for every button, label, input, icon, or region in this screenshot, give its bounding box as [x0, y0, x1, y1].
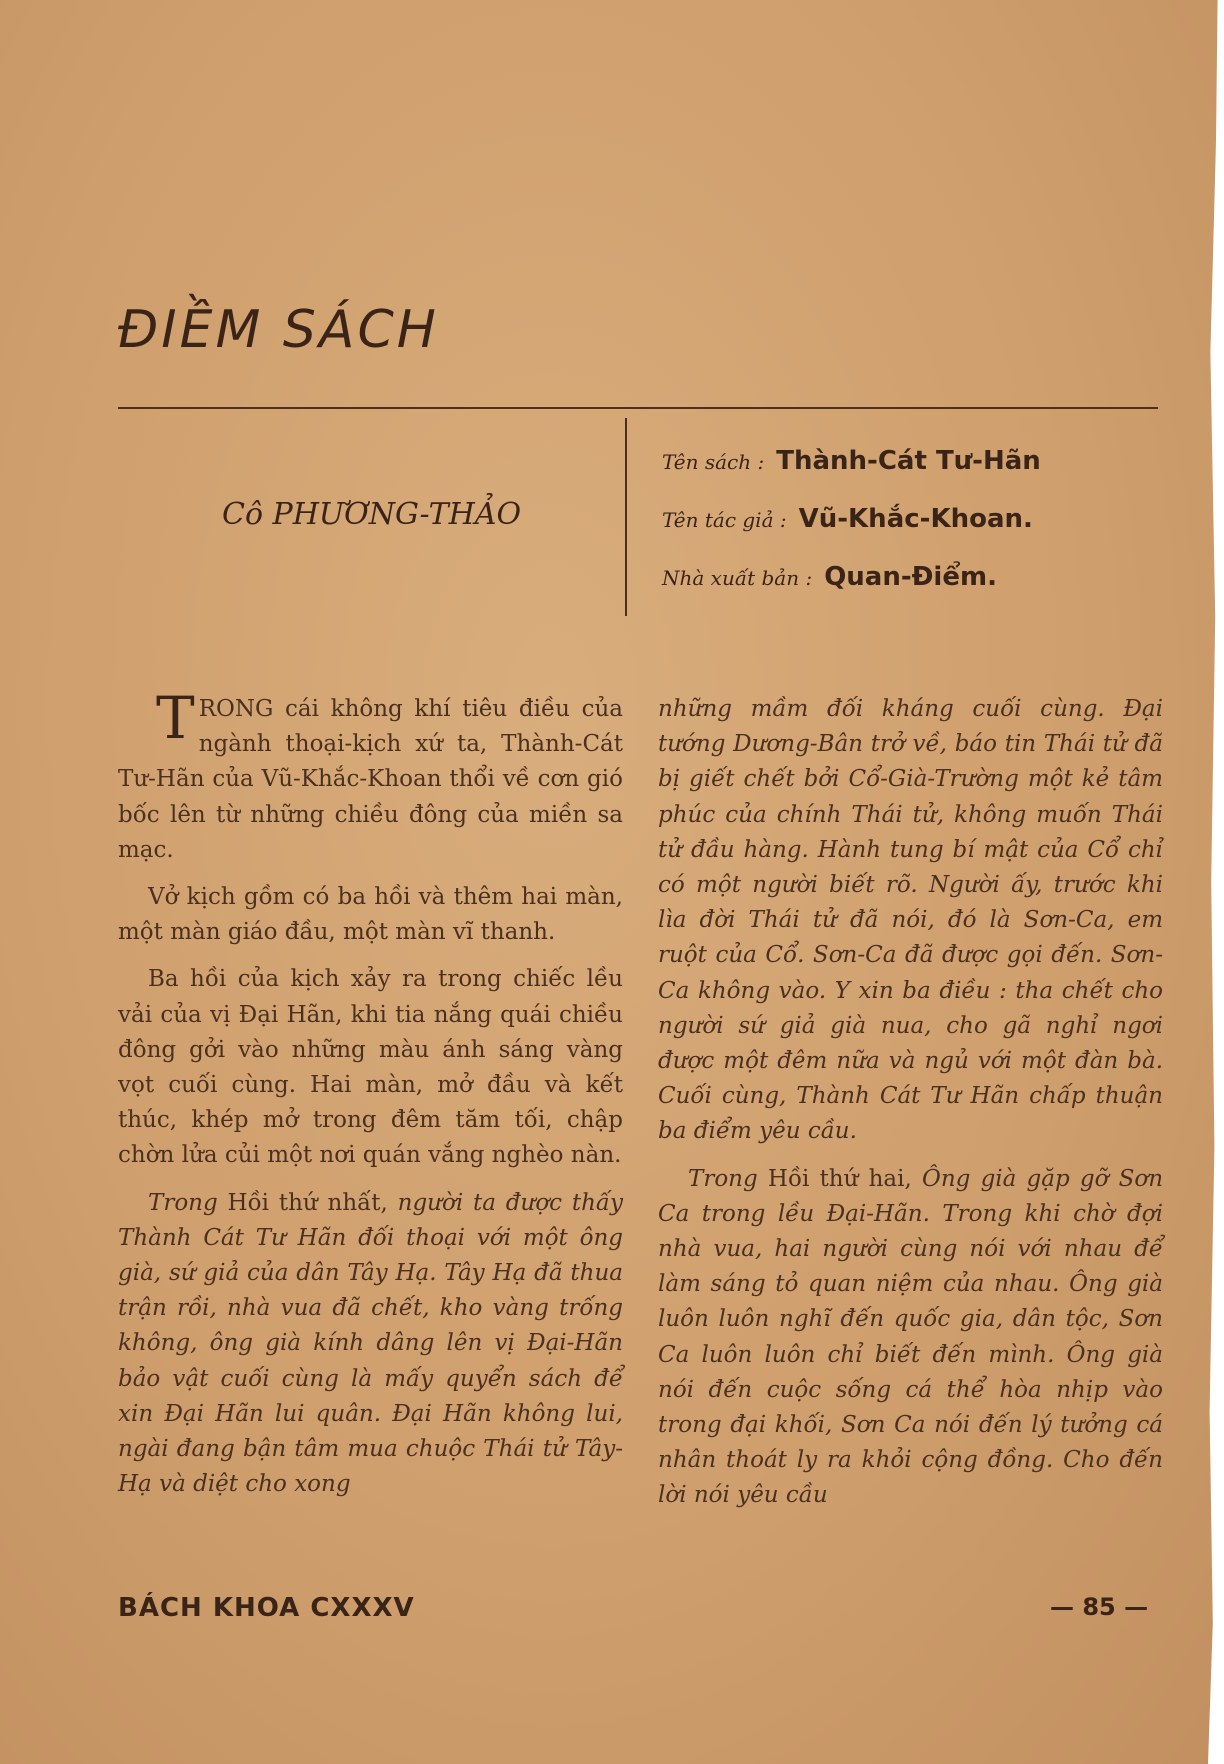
book-title-label: Tên sách : — [662, 450, 765, 474]
book-publisher-row — [662, 562, 1142, 620]
paragraph-text: Hồi thứ hai, — [767, 1165, 912, 1192]
book-publisher-value: Quan-Điểm. — [824, 562, 997, 592]
publication-name: BÁCH KHOA CXXXV — [118, 1593, 415, 1623]
paragraph — [118, 684, 623, 868]
paragraph-text: RONG cái không khí tiêu điều của ngành thoại-kịch xứ ta, Thành-Cát Tư-Hãn của Vũ-Khắc-Khoan thổi về cơn gió bốc lên từ những chiều đông của miền sa mạc. — [118, 696, 623, 863]
paragraph-text: Hồi thứ nhất, — [227, 1189, 388, 1216]
drop-cap: T — [156, 684, 195, 752]
paragraph — [658, 1162, 1163, 1514]
reviewer-name: Cô PHƯƠNG-THẢO — [222, 497, 522, 532]
paragraph: Ba hồi của kịch xảy ra trong chiếc lều vải của vị Đại Hãn, khi tia nắng quái chiều đông gởi vào những màu ánh sáng vàng vọt cuối cùng. Hai màn, mở đầu và kết thúc, khép mở trong đêm tăm tối, chập chờn lửa củi một nơi quán vắng nghèo nàn. — [118, 966, 623, 1169]
paragraph — [118, 1186, 623, 1503]
left-column — [118, 684, 624, 1502]
paragraph: Vở kịch gồm có ba hồi và thêm hai màn, một màn giáo đầu, một màn vĩ thanh. — [118, 884, 623, 946]
page-number: — 85 — — [1050, 1593, 1149, 1621]
paragraph-text: người ta được thấy Thành Cát Tư Hãn đối thoại với một ông già, sứ giả của dân Tây Hạ. Tây Hạ đã thua trận rồi, nhà vua đã chết, kho vàng trống không, ông già kính dâng lên vị Đại-Hãn bảo vật cuối cùng là mấy quyển sách để xin Đại Hãn lui quân. Đại Hãn không lui, ngài đang bận tâm mua chuộc Thái tử Tây-Hạ và diệt cho xong — [118, 1189, 624, 1498]
header-divider — [625, 418, 627, 616]
book-info — [662, 446, 1142, 620]
book-author-row — [662, 504, 1142, 562]
paragraph: những mầm đối kháng cuối cùng. Đại tướng Dương-Bân trở về, báo tin Thái tử đã bị giết chết bởi Cổ-Già-Trường một kẻ tâm phúc của chính Thái tử, không muốn Thái tử đầu hàng. Hành tung bí mật của Cổ chỉ có một người biết rõ. Người ấy, trước khi lìa đời Thái tử đã nói, đó là Sơn-Ca, em ruột của Cổ. Sơn-Ca đã được gọi đến. Sơn-Ca không vào. Y xin ba điều : tha chết cho người sứ giả già nua, cho gã nghỉ ngơi được một đêm nữa và ngủ với một đàn bà. Cuối cùng, Thành Cát Tư Hãn chấp thuận ba điểm yêu cầu. — [658, 696, 1163, 1145]
paragraph-text: Trong — [148, 1189, 218, 1216]
book-title-value: Thành-Cát Tư-Hãn — [776, 446, 1041, 476]
book-author-value: Vũ-Khắc-Khoan. — [798, 504, 1033, 534]
section-title: ĐIỀM SÁCH — [118, 300, 439, 360]
book-publisher-label: Nhà xuất bản : — [662, 566, 813, 590]
right-column — [658, 692, 1163, 1514]
header-rule — [118, 407, 1158, 409]
book-title-row — [662, 446, 1142, 504]
paragraph-text: Trong — [688, 1165, 758, 1192]
paragraph-text: Ông già gặp gỡ Sơn Ca trong lều Đại-Hãn. Trong khi chờ đợi nhà vua, hai người cùng nói với nhau để làm sáng tỏ quan niệm của nhau. Ông già luôn luôn nghĩ đến quốc gia, dân tộc, Sơn Ca luôn luôn chỉ biết đến mình. Ông già nói đến cuộc sống cá thể hòa nhịp vào trong đại khối, Sơn Ca nói đến lý tưởng cá nhân thoát ly ra khỏi cộng đồng. Cho đến lời nói yêu cầu — [658, 1165, 1164, 1509]
book-author-label: Tên tác giả : — [662, 508, 787, 532]
torn-page-edge — [1208, 0, 1224, 1764]
